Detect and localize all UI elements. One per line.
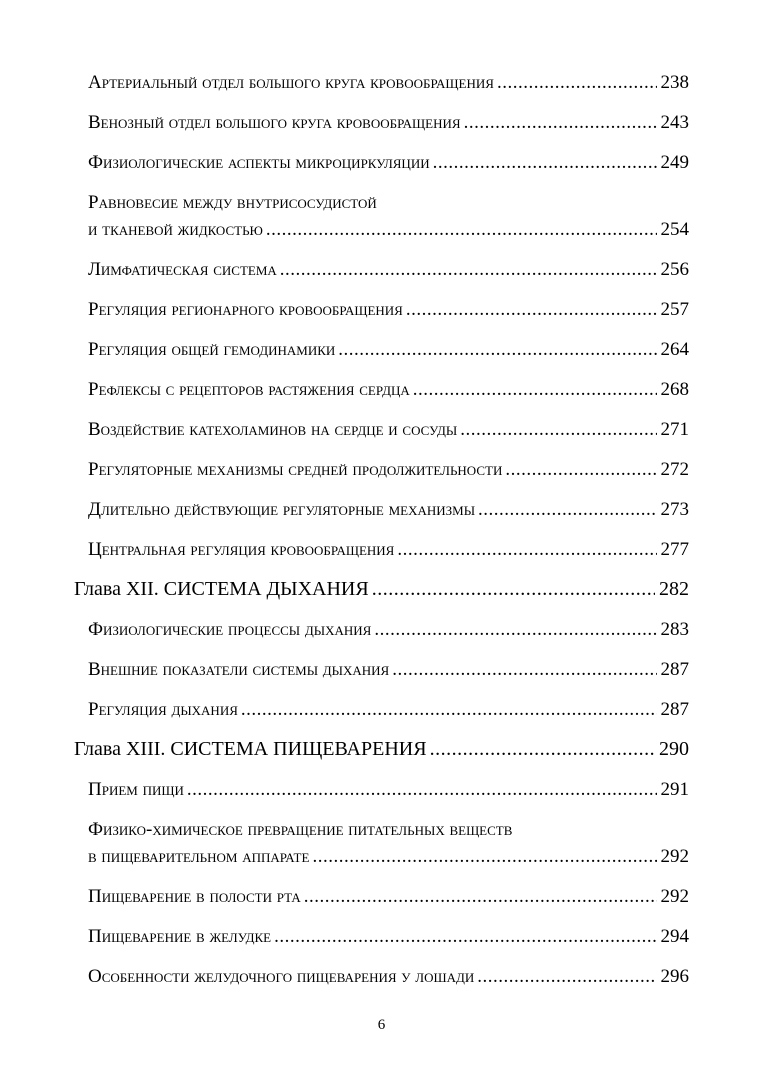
- dot-leader: [477, 966, 656, 988]
- toc-entry-title: Воздействие катехоламинов на сердце и сосуды: [88, 419, 458, 440]
- toc-chapter-title: Глава XIII. СИСТЕМА ПИЩЕВАРЕНИЯ: [74, 738, 427, 760]
- dot-leader: [274, 926, 656, 948]
- toc-entry-page: 277: [660, 539, 689, 560]
- toc-entry-page: 283: [660, 619, 689, 640]
- toc-entry-page: 273: [660, 499, 689, 520]
- toc-entry-page: 256: [660, 259, 689, 280]
- dot-leader: [312, 846, 656, 868]
- toc-entry-title: Венозный отдел большого круга кровообращения: [88, 112, 461, 133]
- toc-entry-page: 249: [660, 152, 689, 173]
- toc-chapter-page: 282: [659, 578, 689, 600]
- toc-entry-title: Особенности желудочного пищеварения у лошади: [88, 966, 475, 987]
- toc-entry-page: 292: [660, 886, 689, 907]
- toc-entry-page: 287: [660, 659, 689, 680]
- toc-entry-page: 254: [660, 219, 689, 240]
- dot-leader: [338, 339, 656, 361]
- toc-entry-title: в пищеварительном аппарате: [88, 846, 310, 867]
- toc-entry-title: Физиологические аспекты микроциркуляции: [88, 152, 430, 173]
- toc-entry-page: 257: [660, 299, 689, 320]
- toc-entry-title: Внешние показатели системы дыхания: [88, 659, 390, 680]
- toc-entry-title: Артериальный отдел большого круга кровообращения: [88, 72, 494, 93]
- toc-entry-title: Пищеварение в желудке: [88, 926, 272, 947]
- toc-entry-title: Регуляция дыхания: [88, 699, 238, 720]
- dot-leader: [464, 112, 657, 134]
- toc-entry-title: Физиологические процессы дыхания: [88, 619, 372, 640]
- toc-entry-page: 287: [660, 699, 689, 720]
- toc-entry-page: 271: [660, 419, 689, 440]
- dot-leader: [304, 886, 657, 908]
- dot-leader: [241, 699, 657, 721]
- dot-leader: [372, 578, 655, 601]
- toc-chapter-page: 290: [659, 738, 689, 760]
- toc-entry-page: 264: [660, 339, 689, 360]
- toc-entry-title: Регуляторные механизмы средней продолжительности: [88, 459, 503, 480]
- toc-entry-page: 268: [660, 379, 689, 400]
- dot-leader: [413, 379, 657, 401]
- toc-entry-page: 296: [660, 966, 689, 987]
- toc-entry-page: 291: [660, 779, 689, 800]
- toc-entry-page: 294: [660, 926, 689, 947]
- toc-chapter-title: Глава XII. СИСТЕМА ДЫХАНИЯ: [74, 578, 369, 600]
- dot-leader: [478, 499, 656, 521]
- page-number: 6: [377, 1017, 386, 1033]
- toc-entry-title: Прием пищи: [88, 779, 184, 800]
- toc-entry-title-line1: Равновесие между внутрисосудистой: [88, 192, 377, 213]
- toc-entry-page: 272: [660, 459, 689, 480]
- dot-leader: [460, 419, 656, 441]
- dot-leader: [397, 539, 656, 561]
- toc-entry-title: Длительно действующие регуляторные механизмы: [88, 499, 476, 520]
- toc-entry-title-line1: Физико-химическое превращение питательных веществ: [88, 819, 513, 840]
- dot-leader: [280, 259, 657, 281]
- toc-entry-title: и тканевой жидкостью: [88, 219, 263, 240]
- dot-leader: [497, 72, 657, 94]
- toc-entry-title: Пищеварение в полости рта: [88, 886, 301, 907]
- toc-entry-page: 292: [660, 846, 689, 867]
- dot-leader: [505, 459, 656, 481]
- dot-leader: [392, 659, 656, 681]
- toc-entry-title: Центральная регуляция кровообращения: [88, 539, 395, 560]
- toc-entry-page: 238: [660, 72, 689, 93]
- toc-entry-title: Лимфатическая система: [88, 259, 277, 280]
- dot-leader: [187, 779, 657, 801]
- toc-entry-title: Рефлексы с рецепторов растяжения сердца: [88, 379, 410, 400]
- dot-leader: [266, 219, 657, 241]
- toc-entry-page: 243: [660, 112, 689, 133]
- dot-leader: [430, 738, 655, 761]
- toc-entry-title: Регуляция регионарного кровообращения: [88, 299, 403, 320]
- dot-leader: [374, 619, 656, 641]
- toc-entry-title: Регуляция общей гемодинамики: [88, 339, 336, 360]
- dot-leader: [433, 152, 657, 174]
- dot-leader: [406, 299, 657, 321]
